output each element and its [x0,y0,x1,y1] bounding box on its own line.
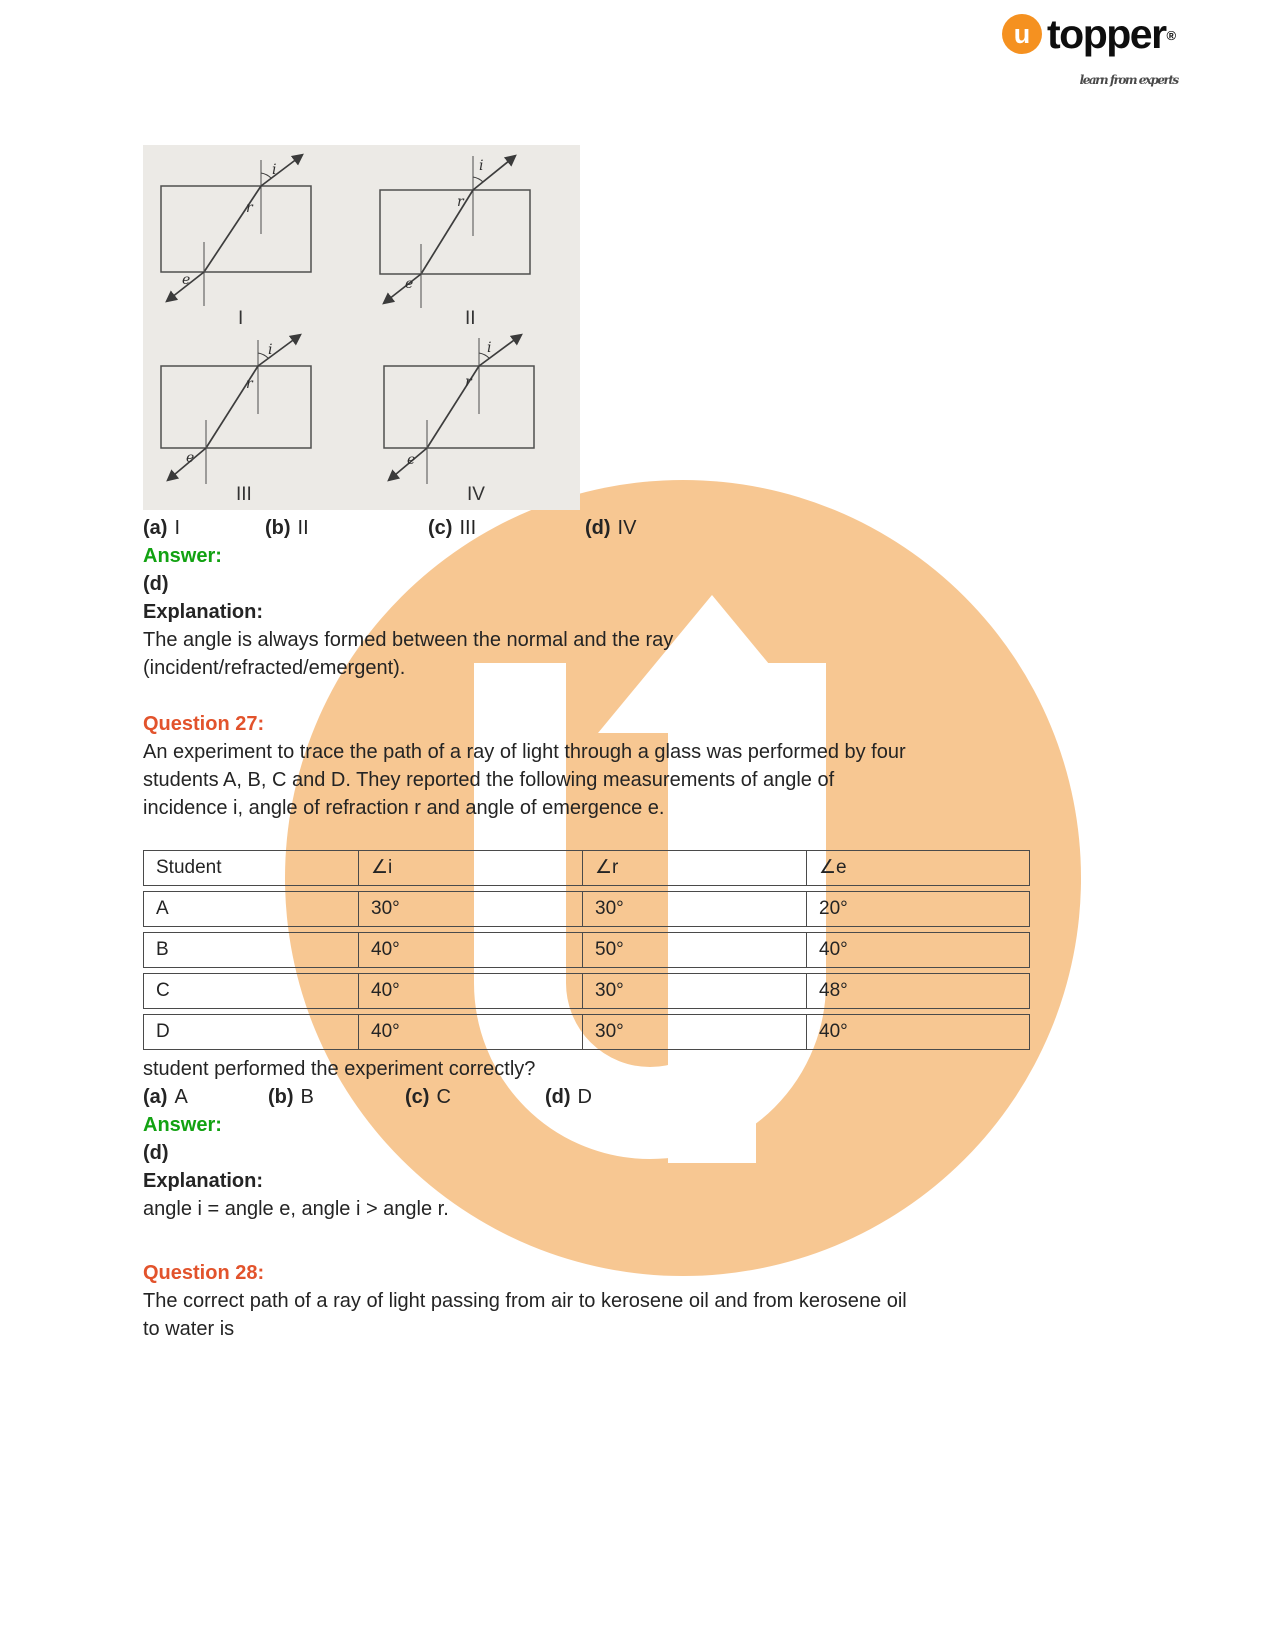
ray-diagrams-figure [143,145,580,510]
q26-options-row [143,514,1053,542]
angle-i-label: i [268,342,273,358]
table-cell: A [143,891,359,927]
angle-r-label: r [246,376,253,392]
q27-option-b [268,1083,405,1111]
q26-option-c [428,514,585,542]
option-text: D [577,1086,592,1108]
q27-option-a [143,1083,268,1111]
diagram-caption: III [236,484,252,505]
q27-body-line3: incidence i, angle of refraction r and angle of emergence e. [143,797,665,819]
q26-option-b [265,514,428,542]
table-cell: B [143,932,359,968]
table-header-angle-e: ∠e [806,850,1030,886]
q26-option-d [585,514,636,542]
q27-post-table-text: student performed the experiment correctly? [143,1058,536,1080]
q27-options-row [143,1083,1053,1111]
table-cell: 40° [358,1014,583,1050]
table-cell: D [143,1014,359,1050]
option-text: A [174,1086,188,1108]
table-header-angle-i: ∠i [358,850,583,886]
q26-explanation-line2: (incident/refracted/emergent). [143,657,406,679]
table-row [143,1014,1033,1050]
option-text: B [300,1086,314,1108]
q26-answer-label: Answer: [143,545,222,567]
angle-e-label: e [186,450,195,466]
registered-mark: ® [1166,28,1175,43]
option-letter: (b) [265,517,291,539]
q27-answer-value: (d) [143,1142,169,1164]
table-header-angle-r: ∠r [582,850,807,886]
angle-e-label: e [407,452,416,468]
option-letter: (b) [268,1086,294,1108]
q27-option-d [545,1083,592,1111]
q28-title: Question 28: [143,1262,265,1284]
table-cell: 40° [806,1014,1030,1050]
q27-body-line1: An experiment to trace the path of a ray of light through a glass was performed by four [143,741,906,763]
q27-body-line2: students A, B, C and D. They reported the following measurements of angle of [143,769,835,791]
option-letter: (c) [428,517,453,539]
figure-background [143,145,580,510]
brand-tagline: learn from experts [1079,73,1178,87]
q27-explanation-text: angle i = angle e, angle i > angle r. [143,1198,449,1220]
table-cell: C [143,973,359,1009]
option-text: IV [617,517,637,539]
angle-e-label: e [405,276,414,292]
table-cell: 30° [358,891,583,927]
angle-r-label: r [246,200,253,216]
option-text: C [436,1086,451,1108]
q28-body-line1: The correct path of a ray of light passing from air to kerosene oil and from kerosene oil [143,1290,907,1312]
page-content [143,514,1053,1343]
measurements-table [143,850,1033,1050]
diagram-caption: IV [467,484,485,505]
option-letter: (a) [143,517,168,539]
diagram-caption: I [238,308,244,329]
table-header-row [143,850,1033,886]
option-letter: (c) [405,1086,430,1108]
q26-explanation-line1: The angle is always formed between the normal and the ray [143,629,674,651]
option-text: I [174,517,181,539]
brand-logo-icon [1002,14,1042,54]
table-cell: 40° [806,932,1030,968]
q28-body-line2: to water is [143,1318,235,1340]
angle-r-label: r [457,194,464,210]
table-row [143,973,1033,1009]
table-cell: 30° [582,891,807,927]
q27-title: Question 27: [143,713,265,735]
q27-answer-label: Answer: [143,1114,222,1136]
brand-logo [1002,11,1178,87]
table-cell: 20° [806,891,1030,927]
table-row [143,932,1033,968]
brand-logo-letter: u [1013,18,1031,49]
q26-answer-value: (d) [143,573,169,595]
q26-explanation-label: Explanation: [143,601,264,623]
table-cell: 48° [806,973,1030,1009]
q27-explanation-label: Explanation: [143,1170,264,1192]
option-letter: (d) [545,1086,571,1108]
option-letter: (d) [585,517,611,539]
brand-name [1047,11,1178,87]
table-row [143,891,1033,927]
table-cell: 40° [358,932,583,968]
table-cell: 30° [582,1014,807,1050]
angle-i-label: i [487,340,492,356]
q27-option-c [405,1083,545,1111]
angle-i-label: i [479,158,484,174]
angle-e-label: e [182,272,191,288]
brand-wordmark: topper [1047,11,1166,57]
diagram-caption: II [465,308,476,329]
table-cell: 40° [358,973,583,1009]
option-letter: (a) [143,1086,168,1108]
q26-option-a [143,514,265,542]
option-text: II [297,517,309,539]
table-header-student: Student [143,850,359,886]
option-text: III [459,517,477,539]
table-cell: 50° [582,932,807,968]
table-cell: 30° [582,973,807,1009]
angle-r-label: r [465,374,472,390]
angle-i-label: i [272,162,277,178]
